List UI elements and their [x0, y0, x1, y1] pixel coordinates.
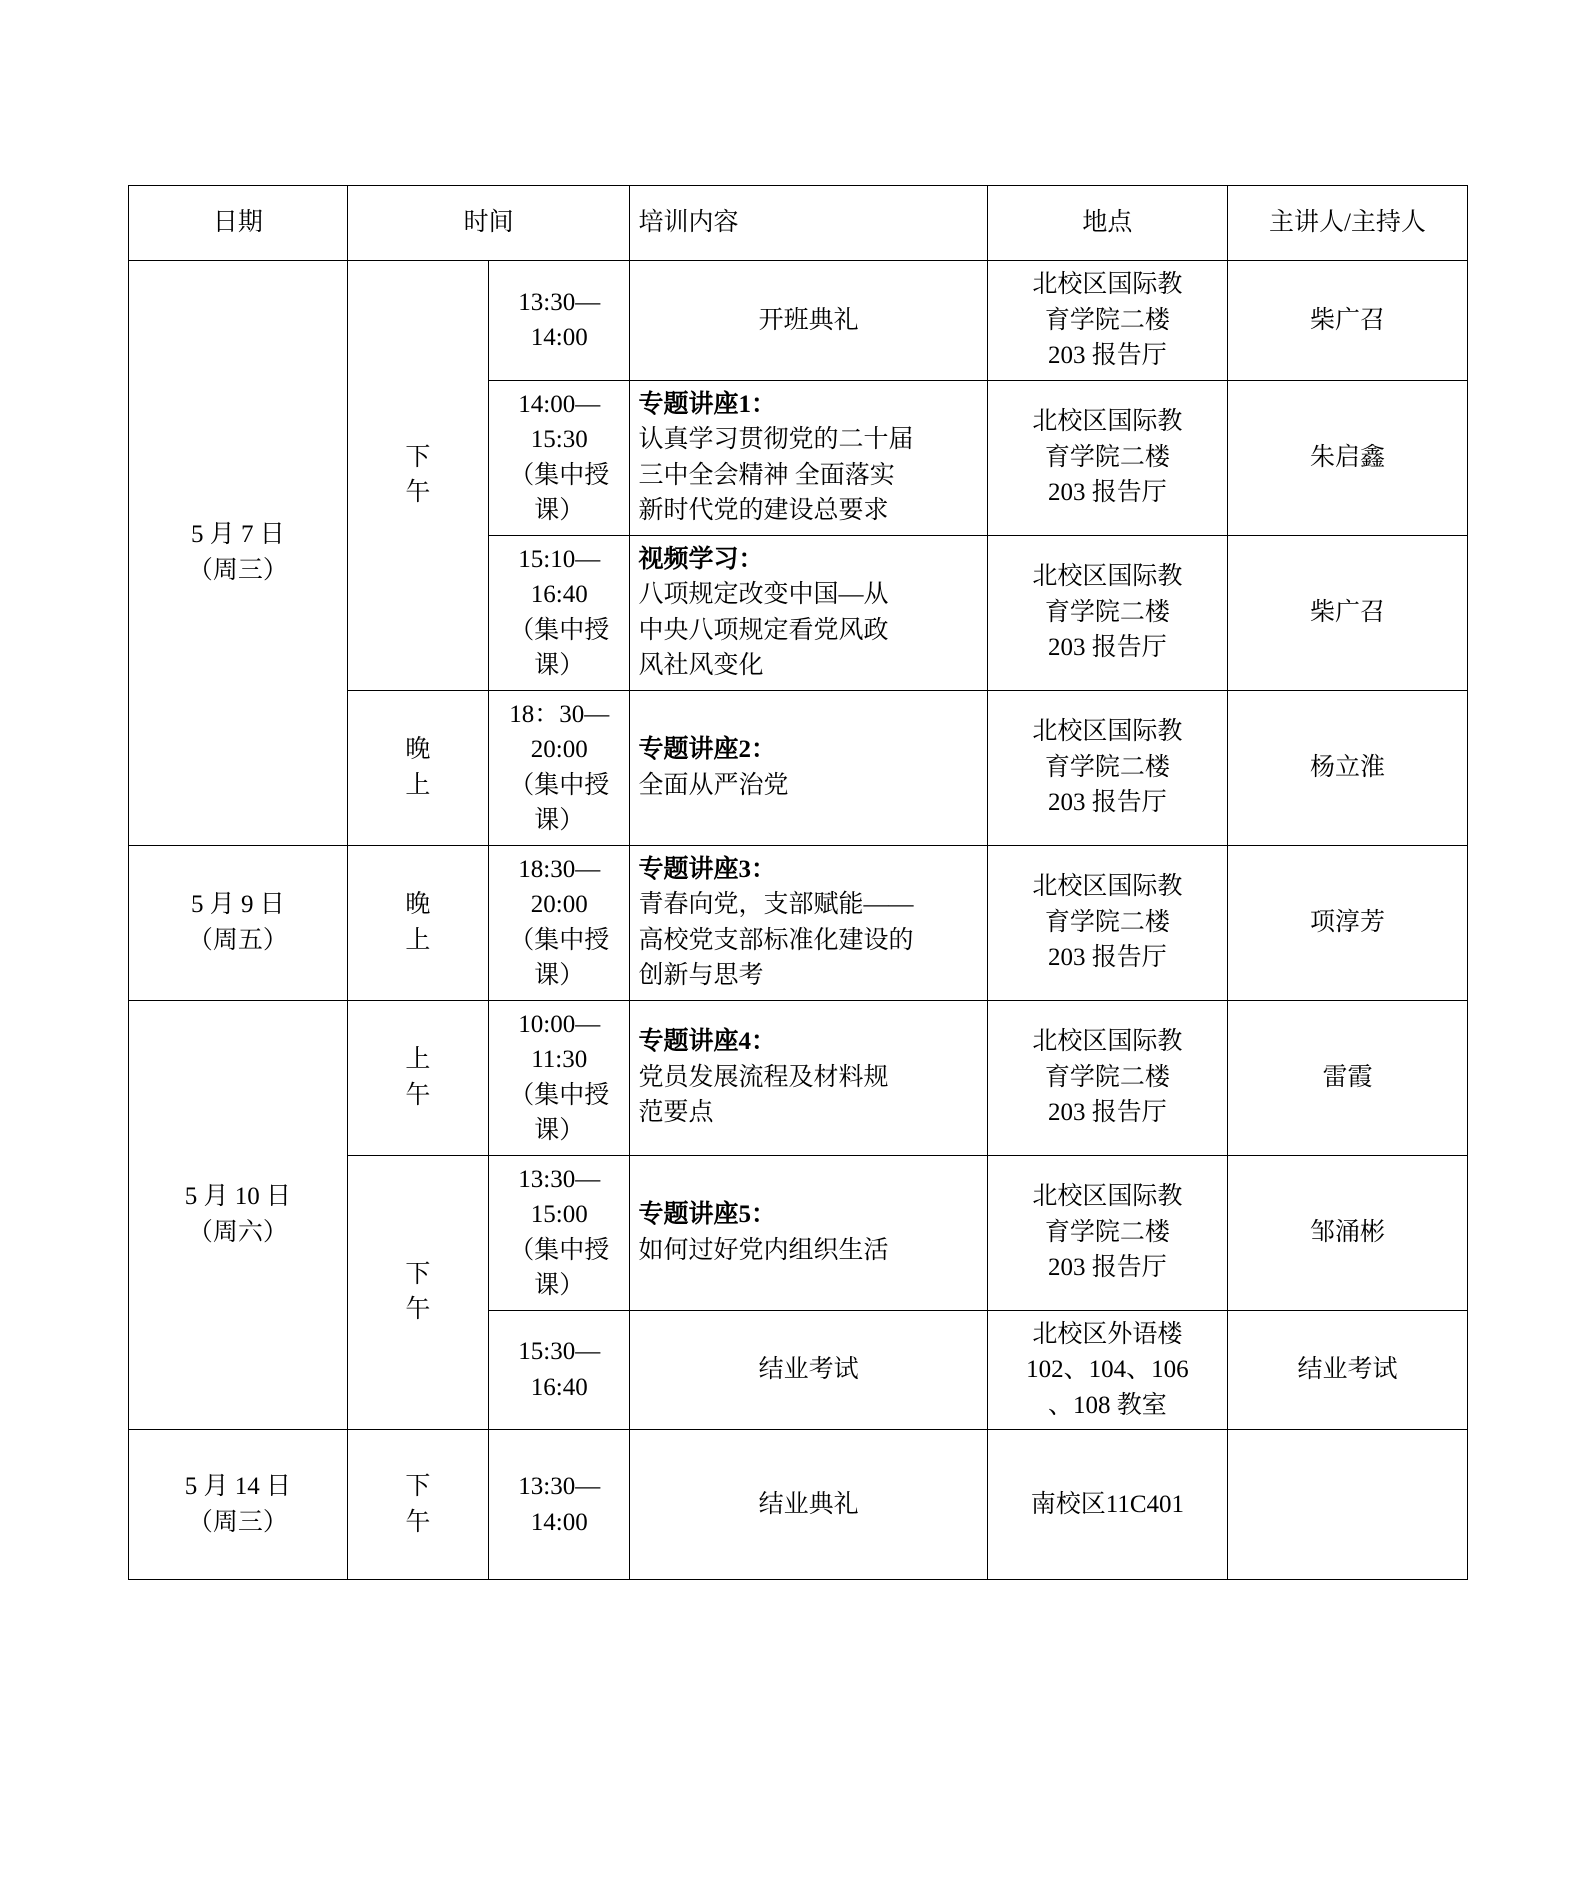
- cell-halfday: 下 午: [347, 1155, 488, 1430]
- cell-content-body: 认真学习贯彻党的二十届 三中全会精神 全面落实 新时代党的建设总要求: [638, 426, 914, 524]
- cell-halfday: 下 午: [347, 261, 488, 691]
- cell-person: [1227, 1430, 1467, 1580]
- cell-halfday: 晚 上: [347, 690, 488, 845]
- cell-time: 13:30—15:00 （集中授课）: [489, 1155, 630, 1310]
- cell-person: 项淳芳: [1227, 845, 1467, 1000]
- cell-place: 北校区国际教 育学院二楼 203 报告厅: [987, 1000, 1227, 1155]
- table-row: [129, 1430, 1468, 1580]
- cell-content: [630, 380, 987, 535]
- table-row: [129, 1000, 1468, 1155]
- cell-time: 10:00—11:30 （集中授课）: [489, 1000, 630, 1155]
- cell-content: [630, 535, 987, 690]
- column-header-content: 培训内容: [630, 186, 987, 261]
- cell-content: [630, 1000, 987, 1155]
- cell-halfday: 晚 上: [347, 845, 488, 1000]
- cell-person: 柴广召: [1227, 535, 1467, 690]
- cell-content-body: 如何过好党内组织生活: [638, 1236, 889, 1264]
- cell-place: 北校区国际教 育学院二楼 203 报告厅: [987, 380, 1227, 535]
- cell-content-lead: 专题讲座2：: [638, 736, 776, 763]
- table-row: [129, 845, 1468, 1000]
- cell-place: 北校区国际教 育学院二楼 203 报告厅: [987, 1155, 1227, 1310]
- cell-halfday: 上 午: [347, 1000, 488, 1155]
- cell-person: 朱启鑫: [1227, 380, 1467, 535]
- cell-date: 5 月 14 日 （周三）: [129, 1430, 348, 1580]
- cell-person: 邹涌彬: [1227, 1155, 1467, 1310]
- cell-content-body: 青春向党，支部赋能—— 高校党支部标准化建设的 创新与思考: [638, 891, 914, 989]
- cell-time: 18：30—20:00 （集中授课）: [489, 690, 630, 845]
- cell-content-lead: 专题讲座1：: [638, 390, 776, 418]
- cell-time: 13:30—14:00: [489, 1430, 630, 1580]
- table-header-row: [129, 186, 1468, 261]
- cell-date: 5 月 10 日 （周六）: [129, 1000, 348, 1430]
- cell-content: 结业考试: [630, 1310, 987, 1430]
- cell-content: [630, 845, 987, 1000]
- column-header-time: 时间: [347, 186, 630, 261]
- cell-content-body: 党员发展流程及材料规 范要点: [638, 1063, 889, 1127]
- cell-content: [630, 690, 987, 845]
- cell-person: 结业考试: [1227, 1310, 1467, 1430]
- cell-time: 18:30—20:00 （集中授课）: [489, 845, 630, 1000]
- cell-content-body: 全面从严治党: [638, 771, 789, 799]
- cell-place: 北校区国际教 育学院二楼 203 报告厅: [987, 690, 1227, 845]
- cell-place: 北校区国际教 育学院二楼 203 报告厅: [987, 535, 1227, 690]
- cell-time: 15:10—16:40 （集中授课）: [489, 535, 630, 690]
- table-row: [129, 261, 1468, 381]
- cell-content-lead: 专题讲座3：: [638, 855, 776, 883]
- training-schedule-table: [128, 185, 1468, 1580]
- column-header-place: 地点: [987, 186, 1227, 261]
- cell-content: 开班典礼: [630, 261, 987, 381]
- cell-place: 北校区国际教 育学院二楼 203 报告厅: [987, 845, 1227, 1000]
- cell-place: 北校区外语楼 102、104、106 、108 教室: [987, 1310, 1227, 1430]
- cell-content: [630, 1155, 987, 1310]
- cell-content-body: 八项规定改变中国—从 中央八项规定看党风政 风社风变化: [638, 581, 889, 679]
- cell-place: 南校区11C401: [987, 1430, 1227, 1580]
- cell-content: 结业典礼: [630, 1430, 987, 1580]
- cell-content-lead: 专题讲座4：: [638, 1028, 776, 1056]
- column-header-person: 主讲人/主持人: [1227, 186, 1467, 261]
- cell-date: 5 月 7 日 （周三）: [129, 261, 348, 846]
- cell-date: 5 月 9 日 （周五）: [129, 845, 348, 1000]
- column-header-date: 日期: [129, 186, 348, 261]
- cell-time: 13:30—14:00: [489, 261, 630, 381]
- cell-person: 雷霞: [1227, 1000, 1467, 1155]
- cell-content-lead: 专题讲座5：: [638, 1201, 776, 1228]
- cell-person: 柴广召: [1227, 261, 1467, 381]
- cell-content-lead: 视频学习：: [638, 545, 764, 573]
- cell-person: 杨立淮: [1227, 690, 1467, 845]
- cell-time: 15:30—16:40: [489, 1310, 630, 1430]
- cell-place: 北校区国际教 育学院二楼 203 报告厅: [987, 261, 1227, 381]
- cell-time: 14:00—15:30 （集中授课）: [489, 380, 630, 535]
- cell-halfday: 下 午: [347, 1430, 488, 1580]
